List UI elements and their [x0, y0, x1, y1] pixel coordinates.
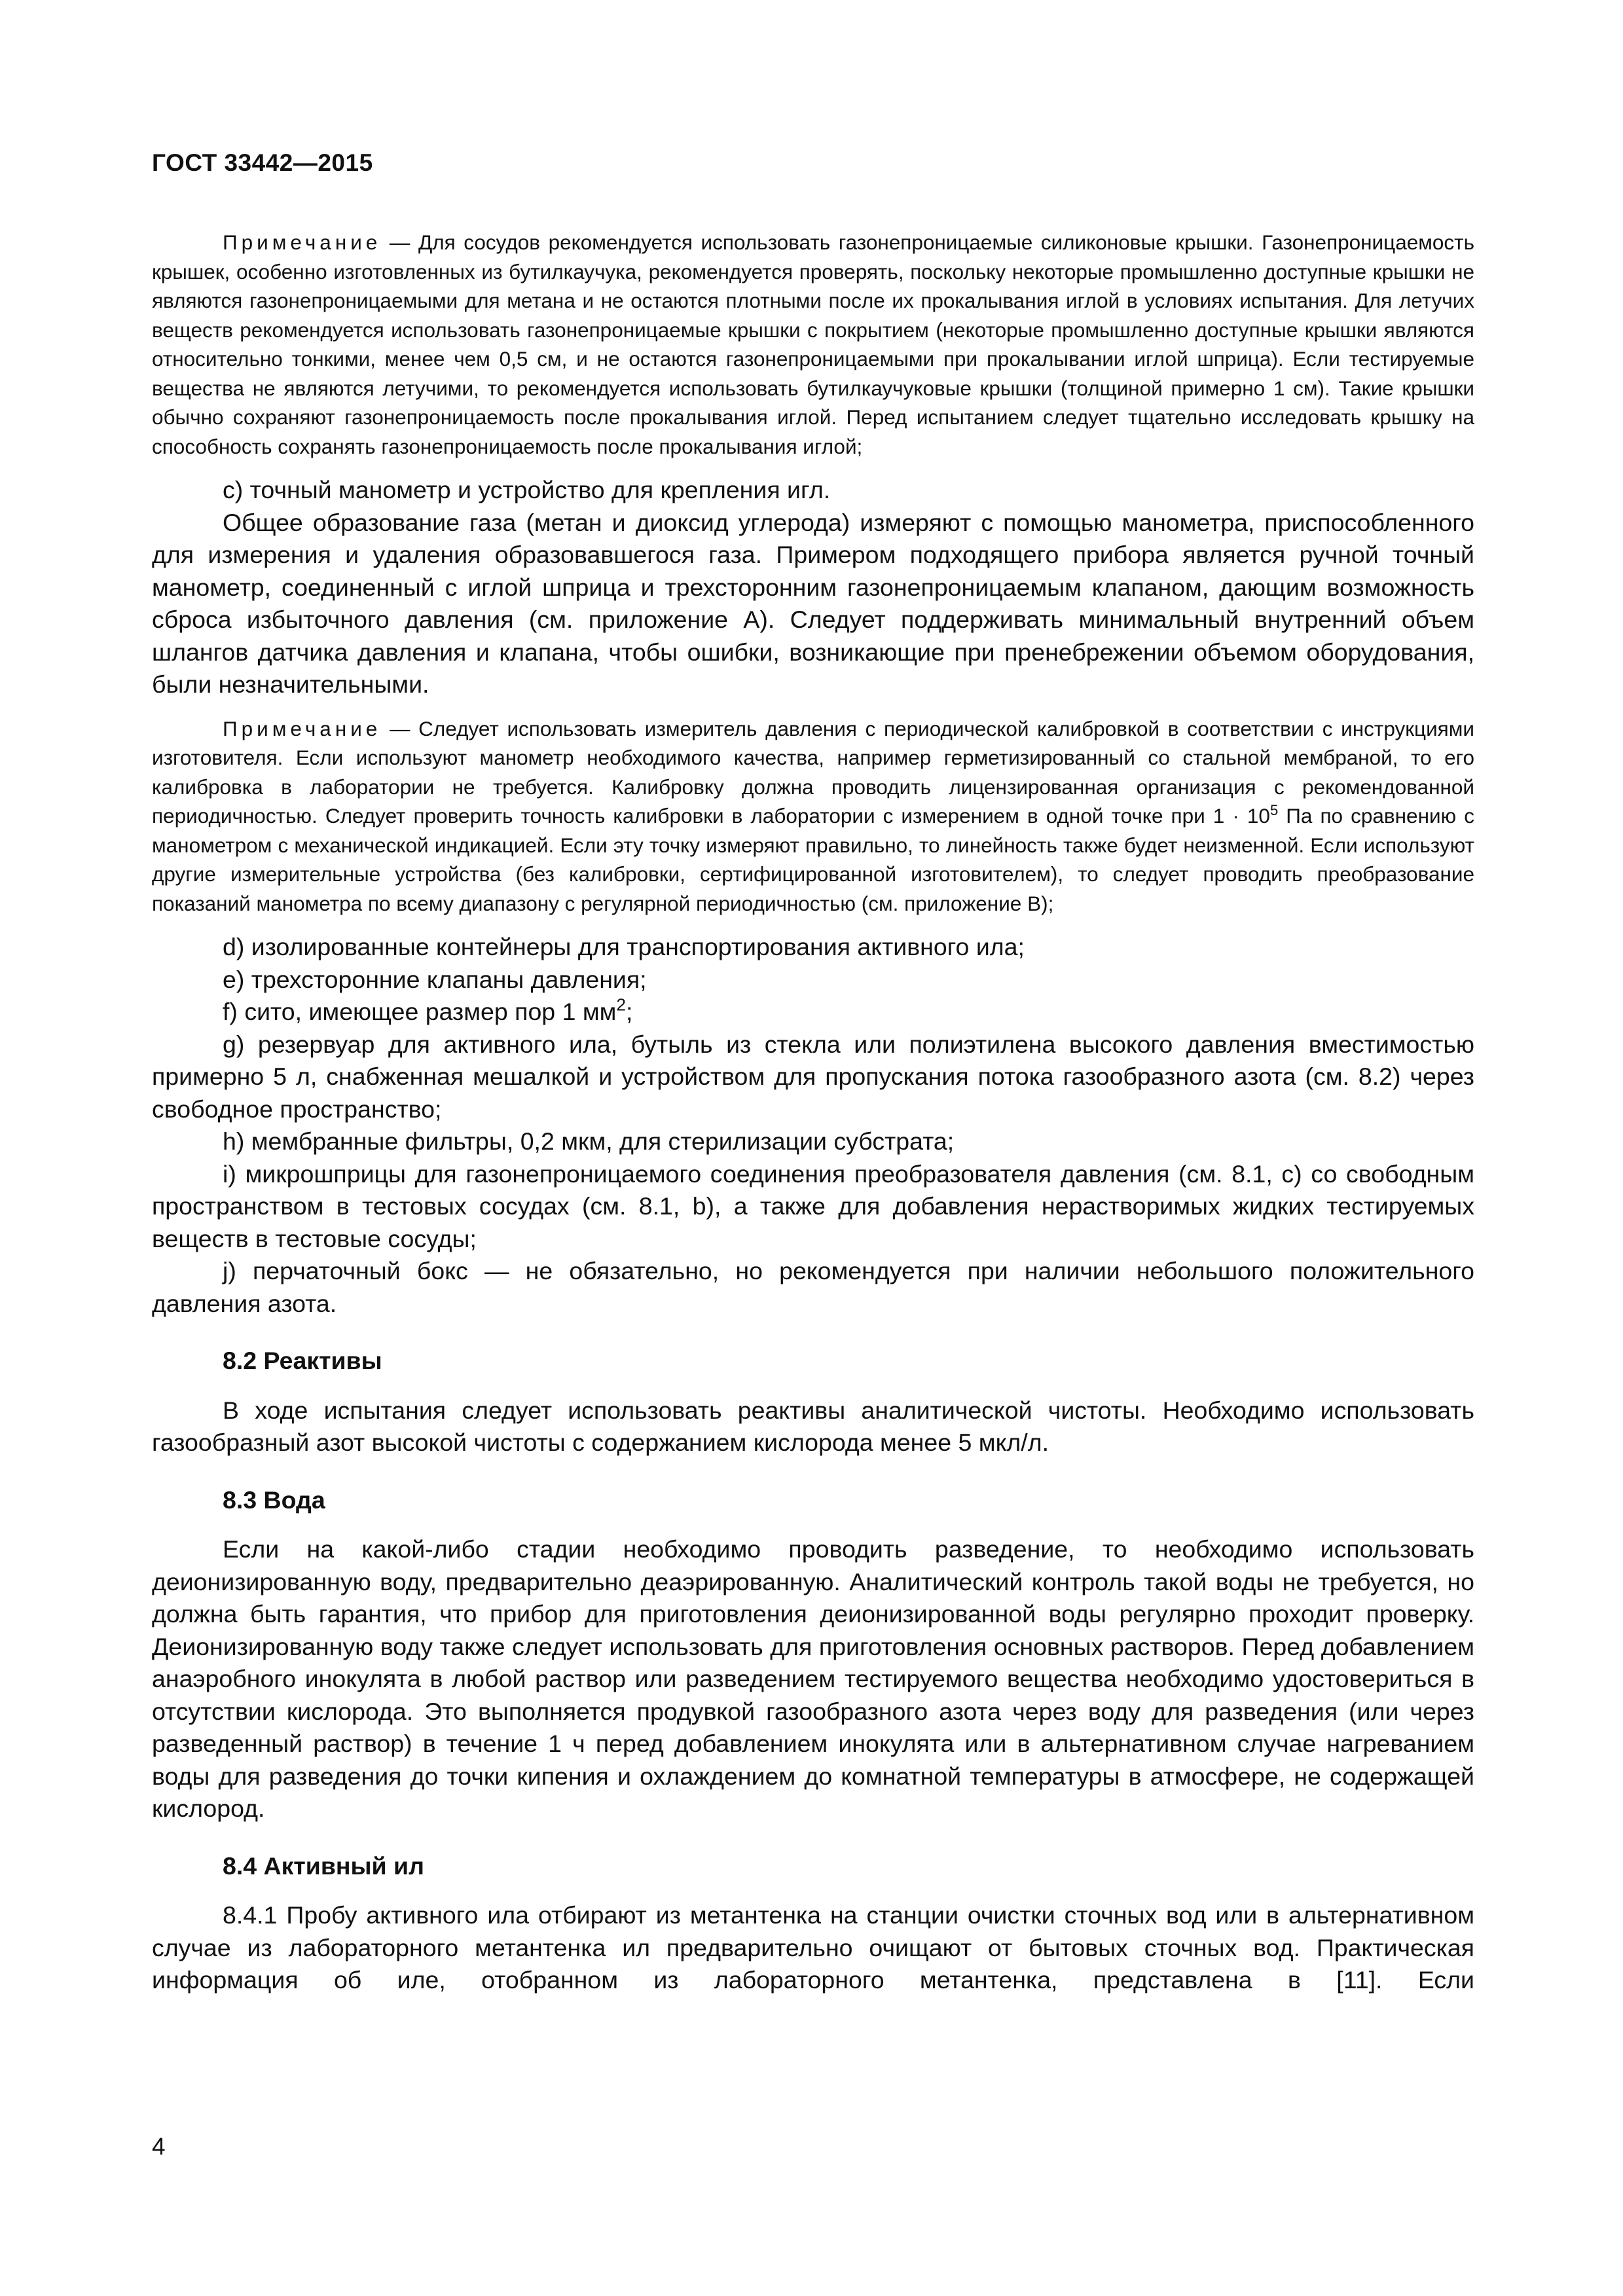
page-body [152, 228, 1474, 1997]
section-heading-8-3: 8.3 Вода [223, 1485, 325, 1514]
section-8-4-text: 8.4.1 Пробу активного ила отбирают из метантенка на станции очистки сточных вод или в альтернативном случае из лабораторного метантенка ил предварительно очищают от бытовых сточных вод. Практическая информация об иле, отобранном из лабораторного метантенка, представлена в [11]. Если [152, 1901, 1474, 1994]
list-item-f [152, 996, 1474, 1029]
section-8-2-text: В ходе испытания следует использовать реактивы аналитической чистоты. Необходимо использовать газообразный азот высокой чистоты с содержанием кислорода менее 5 мкл/л. [152, 1396, 1474, 1456]
section-heading-8-2: 8.2 Реактивы [223, 1347, 382, 1374]
note-paragraph [152, 228, 1474, 461]
note-paragraph [152, 714, 1474, 919]
list-item-g: g) резервуар для активного ила, бутыль из стекла или полиэтилена высокого давления вместимостью примерно 5 л, снабженная мешалкой и устройством для пропускания потока газообразного азота (см. 8.2) через свободное пространство; [152, 1030, 1474, 1123]
note-text: — Следует использовать измеритель давления с периодической калибровкой в соответствии с инструкциями изготовителя. Если используют манометр необходимого качества, например герметизированный со стальной мембраной, то его калибровка в лаборатории не требуется. Калибровку должна проводить лицензированная организация с рекомендованной периодичностью. Следует проверить точность калибровки в лаборатории с измерением в одной точке при 1 · 10 [152, 716, 1474, 828]
note-label: Примечание [223, 716, 382, 740]
superscript: 5 [1269, 801, 1279, 818]
list-item-d: d) изолированные контейнеры для транспортирования активного ила; [223, 933, 1025, 960]
section-8-3-text: Если на какой-либо стадии необходимо проводить разведение, то необходимо использовать деионизированную воду, предварительно деаэрированную. Аналитический контроль такой воды не требуется, но должна быть гарантия, что прибор для приготовления деионизированной воды регулярно проходит проверку. Деионизированную воду также следует использовать для приготовления основных растворов. Перед добавлением анаэробного инокулята в любой раствор или разведением тестируемого вещества необходимо удостовериться в отсутствии кислорода. Это выполняется продувкой газообразного азота через воду для разведения (или через разведенный раствор) в течение 1 ч перед добавлением инокулята или в альтернативном случае нагреванием воды для разведения до точки кипения и охлаждением до комнатной температуры в атмосфере, не содержащей кислород. [152, 1535, 1474, 1822]
page-number: 4 [152, 2133, 166, 2160]
section-heading-8-4: 8.4 Активный ил [223, 1851, 424, 1880]
note-text: Па по сравнению с манометром с механической индикацией. Если эту точку измеряют правильно, то линейность также будет неизменной. Если используют другие измерительные устройства (без калибровки, сертифицированной изготовителем), то следует проводить преобразование показаний манометра по всему диапазону с регулярной периодичностью (см. приложение В); [152, 804, 1474, 915]
superscript: 2 [616, 994, 627, 1015]
document-code-header: ГОСТ 33442—2015 [152, 149, 373, 176]
list-item-i: i) микрошприцы для газонепроницаемого соединения преобразователя давления (см. 8.1, c) со свободным пространством в тестовых сосудах (см. 8.1, b), а также для добавления нерастворимых жидких тестируемых веществ в тестовые сосуды; [152, 1159, 1474, 1252]
gas-measurement-paragraph: Общее образование газа (метан и диоксид углерода) измеряют с помощью манометра, приспособленного для измерения и удаления образовавшегося газа. Примером подходящего прибора является ручной точный манометр, соединенный с иглой шприца и трехсторонним газонепроницаемым клапаном, дающим возможность сброса избыточного давления (см. приложение А). Следует поддерживать минимальный внутренний объем шлангов датчика давления и клапана, чтобы ошибки, возникающие при пренебрежении объемом оборудования, были незначительными. [152, 508, 1474, 698]
note-label: Примечание [223, 230, 382, 254]
list-item-j: j) перчаточный бокс — не обязательно, но рекомендуется при наличии небольшого положительного давления азота. [152, 1257, 1474, 1317]
list-item-f-tail: ; [626, 998, 633, 1025]
note-text: — Для сосудов рекомендуется использовать газонепроницаемые силиконовые крышки. Газонепроницаемость крышек, особенно изготовленных из бутилкаучука, рекомендуется проверять, поскольку некоторые промышленно доступные крышки не являются газонепроницаемыми для метана и не остаются плотными после их прокалывания иглой в условиях испытания. Для летучих веществ рекомендуется использовать газонепроницаемые крышки с покрытием (некоторые промышленно доступные крышки являются относительно тонкими, менее чем 0,5 см, и не остаются газонепроницаемыми при прокалывании иглой шприца). Если тестируемые вещества не являются летучими, то рекомендуется использовать бутилкаучуковые крышки (толщиной примерно 1 см). Такие крышки обычно сохраняют газонепроницаемость после прокалывания иглой. Перед испытанием следует тщательно исследовать крышку на способность сохранять газонепроницаемость после прокалывания иглой; [152, 230, 1474, 458]
list-item-e: e) трехсторонние клапаны давления; [223, 965, 647, 993]
list-item-f-text: f) сито, имеющее размер пор 1 мм [223, 998, 617, 1025]
list-item-h: h) мембранные фильтры, 0,2 мкм, для стерилизации субстрата; [223, 1127, 955, 1155]
list-item-c: c) точный манометр и устройство для крепления игл. [223, 476, 831, 503]
